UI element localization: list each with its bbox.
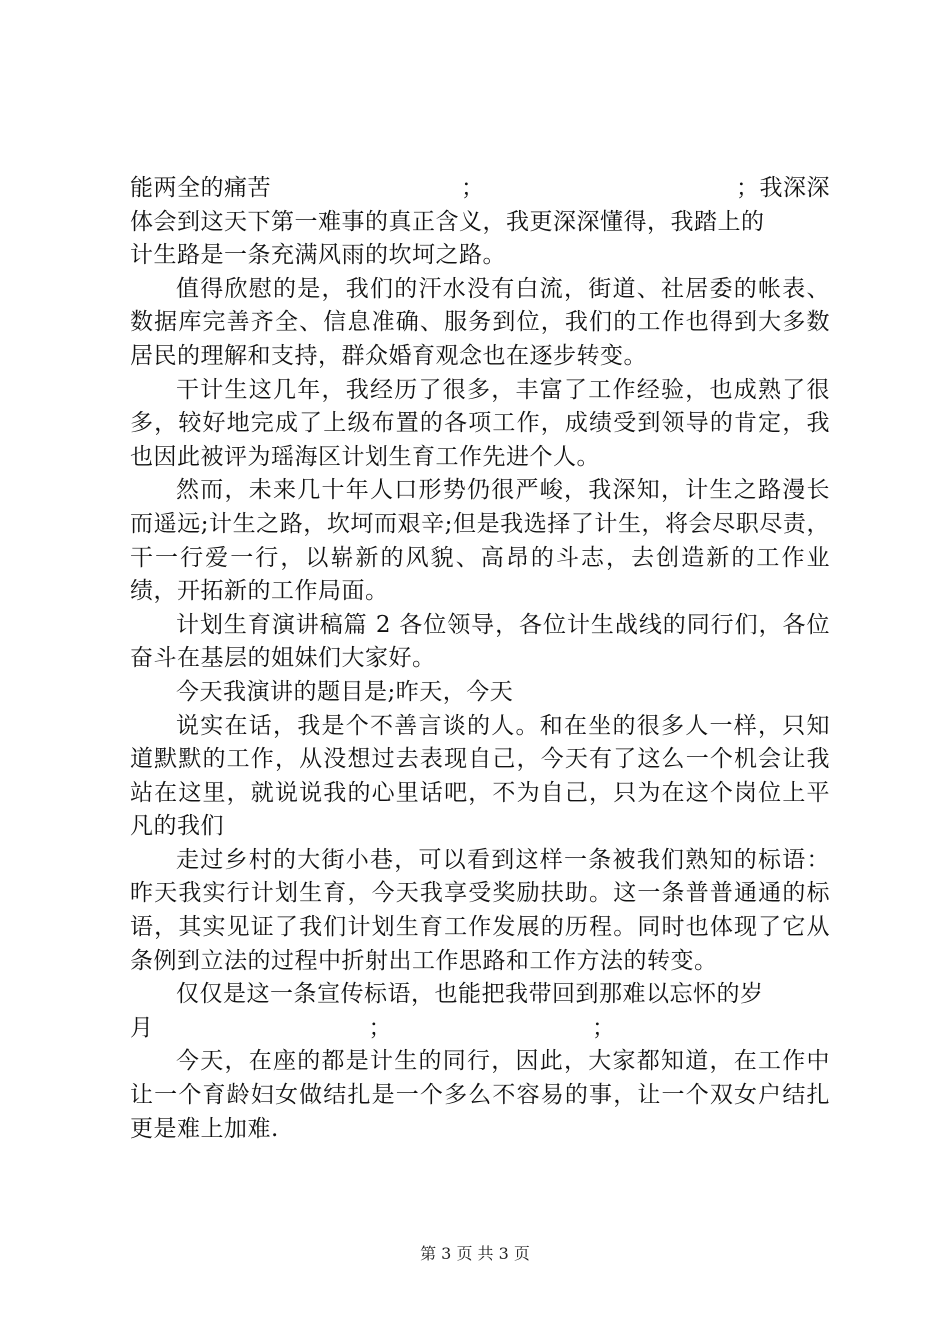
page-footer [0,1243,950,1265]
text-segment: ； [368,1014,392,1041]
paragraph-1-line-1 [130,172,830,206]
paragraph-4: 然而，未来几十年人口形势仍很严峻，我深知，计生之路漫长而遥远;计生之路，坎坷而艰辛;但是我选择了计生，将会尽职尽责，干一行爱一行，以崭新的风貌、高昂的斗志，去创造新的工作业绩，开拓新的工作局面。 [130,477,830,605]
paragraph-8: 走过乡村的大街小巷，可以看到这样一条被我们熟知的标语：昨天我实行计划生育，今天我享受奖励扶助。这一条普普通通的标语，其实见证了我们计划生育工作发展的历程。同时也体现了它从条例到立法的过程中折射出工作思路和工作方法的转变。 [130,846,830,974]
paragraph-9-line-2 [130,1012,830,1046]
text-segment: ；我深深 [736,175,830,201]
text-segment: ； [592,1014,616,1041]
paragraph-5: 计划生育演讲稿篇 2 各位领导，各位计生战线的同行们，各位奋斗在基层的姐妹们大家好。 [130,611,830,672]
paragraph-7: 说实在话，我是个不善言谈的人。和在坐的很多人一样，只知道默默的工作，从没想过去表现自己，今天有了这么一个机会让我站在这里，就说说我的心里话吧，不为自己，只为在这个岗位上平凡的我们 [130,712,830,840]
text-segment: ； [461,175,485,201]
paragraph-1 [130,172,830,273]
paragraph-9-line-1: 仅仅是这一条宣传标语，也能把我带回到那难以忘怀的岁 [176,981,764,1008]
paragraph-9 [130,978,830,1045]
paragraph-2: 值得欣慰的是，我们的汗水没有白流，街道、社居委的帐表、数据库完善齐全、信息准确、服务到位，我们的工作也得到大多数居民的理解和支持，群众婚育观念也在逐步转变。 [130,275,830,369]
paragraph-10: 今天，在座的都是计生的同行，因此，大家都知道，在工作中让一个育龄妇女做结扎是一个多么不容易的事，让一个双女户结扎更是难上加难. [130,1048,830,1142]
paragraph-1-line-2: 体会到这天下第一难事的真正含义，我更深深懂得，我踏上的 [130,208,765,235]
document-body [130,172,830,1146]
text-segment: 能两全的痛苦 [130,175,271,201]
paragraph-1-line-3: 计生路是一条充满风雨的坎坷之路。 [130,242,506,269]
text-segment: 月 [130,1014,154,1041]
paragraph-6: 今天我演讲的题目是;昨天，今天 [176,678,514,705]
page-number-label: 第 3 页 共 3 页 [420,1244,530,1263]
paragraph-3: 干计生这几年，我经历了很多，丰富了工作经验，也成熟了很多，较好地完成了上级布置的各项工作，成绩受到领导的肯定，我也因此被评为瑶海区计划生育工作先进个人。 [130,376,830,470]
